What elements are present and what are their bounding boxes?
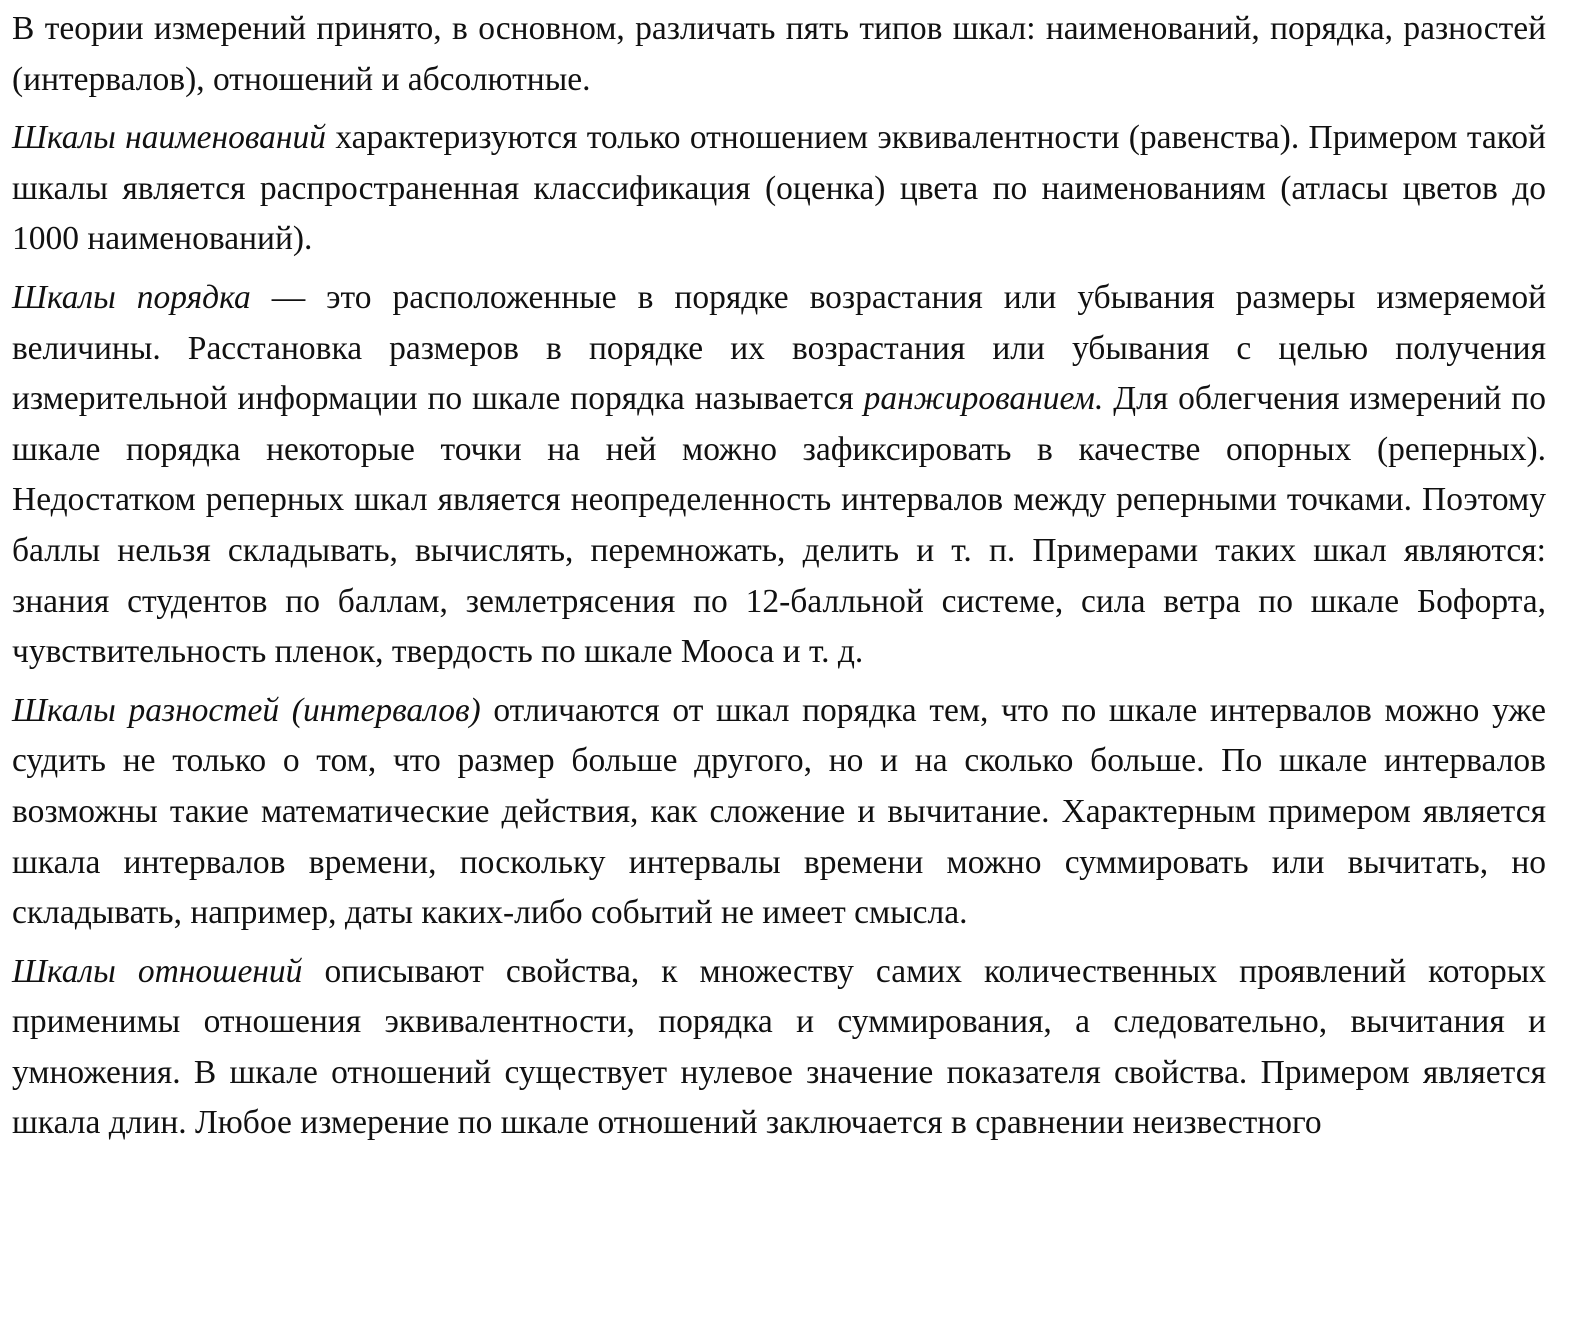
term-ordinal-scales: Шкалы порядка xyxy=(12,278,251,316)
term-ratio-scales: Шкалы отношений xyxy=(12,952,303,990)
term-interval-scales: Шкалы разностей (интервалов) xyxy=(12,691,481,729)
paragraph-ratio-scales xyxy=(12,947,1546,1149)
term-nominal-scales: Шкалы наименований xyxy=(12,119,327,157)
paragraph-text: описывают свойства, к множеству самих количественных проявлений которых применимы отношения эквивалентности, порядка и суммирования, а следовательно, вычитания и умножения. В шкале отношений существует нулевое значение показателя свойства. Примером является шкала длин. Любое измерение по шкале отношений заключается в сравнении неизвестного xyxy=(12,952,1546,1142)
paragraph-text: характеризуются только отношением эквивалентности (равенства). Примером такой шкалы является распространенная классификация (оценка) цвета по наименованиям (атласы цветов до 1000 наименований). xyxy=(12,119,1546,258)
paragraph-nominal-scales xyxy=(12,113,1546,265)
paragraph-ordinal-scales xyxy=(12,273,1546,678)
paragraph-interval-scales xyxy=(12,686,1546,939)
paragraph-text: отличаются от шкал порядка тем, что по шкале интервалов можно уже судить не только о том, что размер больше другого, но и на сколько больше. По шкале интервалов возможны такие математические действия, как сложение и вычитание. Характерным примером является шкала интервалов времени, поскольку интервалы времени можно суммировать или вычитать, но складывать, например, даты каких-либо событий не имеет смысла. xyxy=(12,691,1546,932)
term-ranking: ранжированием. xyxy=(863,380,1104,418)
paragraph-text-before: — это расположенные в порядке возрастания или убывания размеры измеряемой величины. Расстановка размеров в порядке их возрастания или убывания с целью получения измерительной информации по шкале порядка называется xyxy=(12,278,1547,418)
paragraph-text-after: Для облегчения измерений по шкале порядка некоторые точки на ней можно зафиксировать в качестве опорных (реперных). Недостатком реперных шкал является неопределенность интервалов между реперными точками. Поэтому баллы нельзя складывать, вычислять, перемножать, делить и т. п. Примерами таких шкал являются: знания студентов по баллам, землетрясения по 12-балльной системе, сила ветра по шкале Бофорта, чувствительность пленок, твердость по шкале Мооса и т. д. xyxy=(12,380,1546,671)
paragraph-intro xyxy=(12,4,1546,105)
document-page xyxy=(12,4,1546,1157)
paragraph-text: В теории измерений принято, в основном, различать пять типов шкал: наименований, порядка, разностей (интервалов), отношений и абсолютные. xyxy=(12,10,1546,98)
